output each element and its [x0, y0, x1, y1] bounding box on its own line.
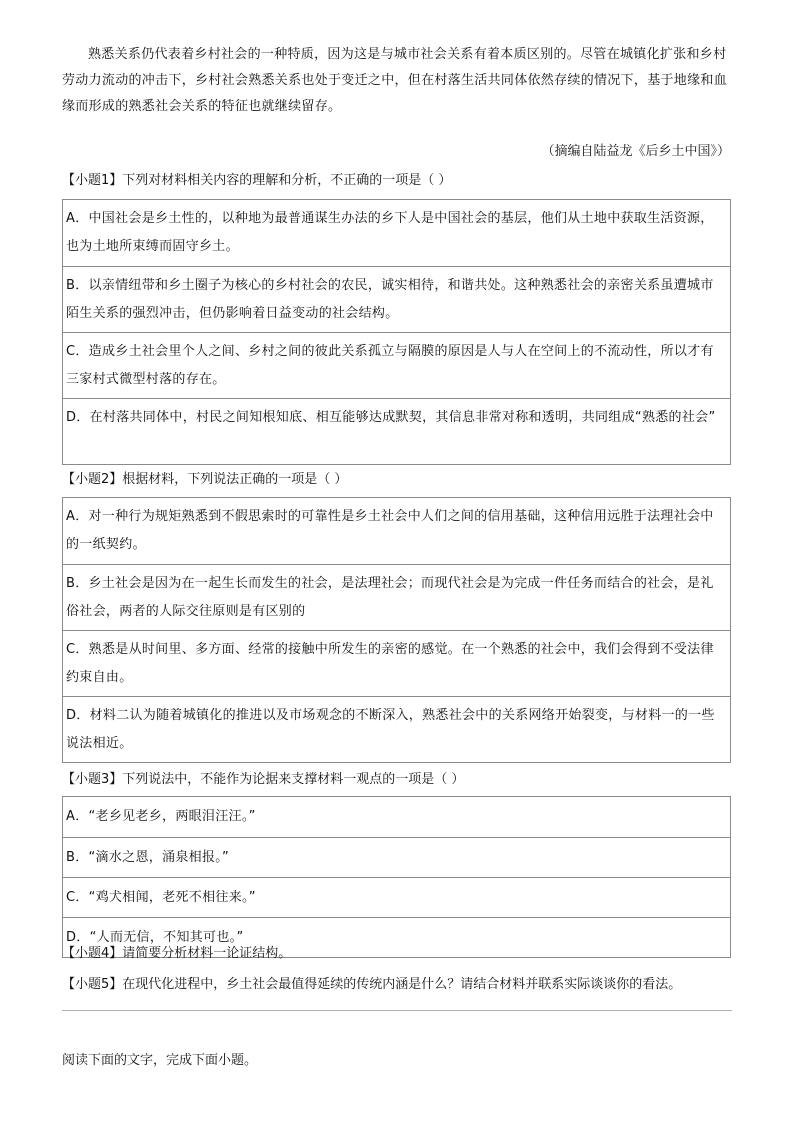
q3-option-d[interactable]: D．“人而无信，不知其可也。” [63, 917, 730, 957]
next-section-instruction: 阅读下面的文字，完成下面小题。 [62, 1053, 258, 1068]
question-2-stem: 【小题2】根据材料，下列说法正确的一项是（ ） [62, 472, 348, 487]
q2-option-c[interactable]: C．熟悉是从时间里、多方面、经常的接触中所发生的亲密的感觉。在一个熟悉的社会中，我们会得到不受法律约束自由。 [63, 630, 730, 696]
q3-option-a[interactable]: A．“老乡见老乡，两眼泪汪汪。” [66, 809, 256, 824]
q2-option-d[interactable]: D．材料二认为随着城镇化的推进以及市场观念的不断深入，熟悉社会中的关系网络开始裂变，与材料一的一些说法相近。 [63, 696, 730, 762]
q2-option-b[interactable]: B．乡土社会是因为在一起生长而发生的社会，是法理社会；而现代社会是为完成一件任务而结合的社会，是礼俗社会，两者的人际交往原则是有区别的 [63, 564, 730, 630]
passage-source: （摘编自陆益龙《后乡土中国》） [541, 144, 730, 159]
q1-option-d[interactable]: D．在村落共同体中，村民之间知根知底、相互能够达成默契，其信息非常对称和透明，共同组成“熟悉的社会” [63, 398, 730, 464]
q2-option-a[interactable]: A．对一种行为规矩熟悉到不假思索时的可靠性是乡土社会中人们之间的信用基础，这种信用远胜于法理社会中的一纸契约。 [66, 509, 714, 552]
q1-option-a[interactable]: A．中国社会是乡土性的，以种地为最普通谋生办法的乡下人是中国社会的基层，他们从土地中获取生活资源，也为土地所束缚而固守乡土。 [66, 211, 714, 254]
section-divider [62, 1010, 732, 1011]
question-2-options [62, 497, 731, 763]
question-3-stem: 【小题3】下列说法中，不能作为论据来支撑材料一观点的一项是（ ） [62, 772, 465, 787]
q3-option-c[interactable]: C．“鸡犬相闻，老死不相往来。” [63, 877, 730, 917]
q3-option-b[interactable]: B．“滴水之恩，涌泉相报。” [63, 837, 730, 877]
question-1-stem: 【小题1】下列对材料相关内容的理解和分析，不正确的一项是（ ） [62, 173, 452, 188]
q1-option-c[interactable]: C．造成乡土社会里个人之间、乡村之间的彼此关系孤立与隔膜的原因是人与人在空间上的不流动性，所以才有三家村式微型村落的存在。 [63, 332, 730, 398]
question-5-stem: 【小题5】在现代化进程中，乡土社会最值得延续的传统内涵是什么？请结合材料并联系实际谈谈你的看法。 [62, 977, 682, 992]
passage-paragraph: 熟悉关系仍代表着乡村社会的一种特质，因为这是与城市社会关系有着本质区别的。尽管在城镇化扩张和乡村劳动力流动的冲击下，乡村社会熟悉关系也处于变迁之中，但在村落生活共同体依然存续的情况下，基于地缘和血缘而形成的熟悉社会关系的特征也就继续留存。 [62, 47, 728, 114]
q1-option-b[interactable]: B．以亲情纽带和乡土圈子为核心的乡村社会的农民，诚实相待，和谐共处。这种熟悉社会的亲密关系虽遭城市陌生关系的强烈冲击，但仍影响着日益变动的社会结构。 [63, 266, 730, 332]
question-4-stem: 【小题4】请简要分析材料一论证结构。 [62, 946, 292, 961]
question-1-options [62, 199, 731, 465]
question-3-options [62, 796, 731, 958]
